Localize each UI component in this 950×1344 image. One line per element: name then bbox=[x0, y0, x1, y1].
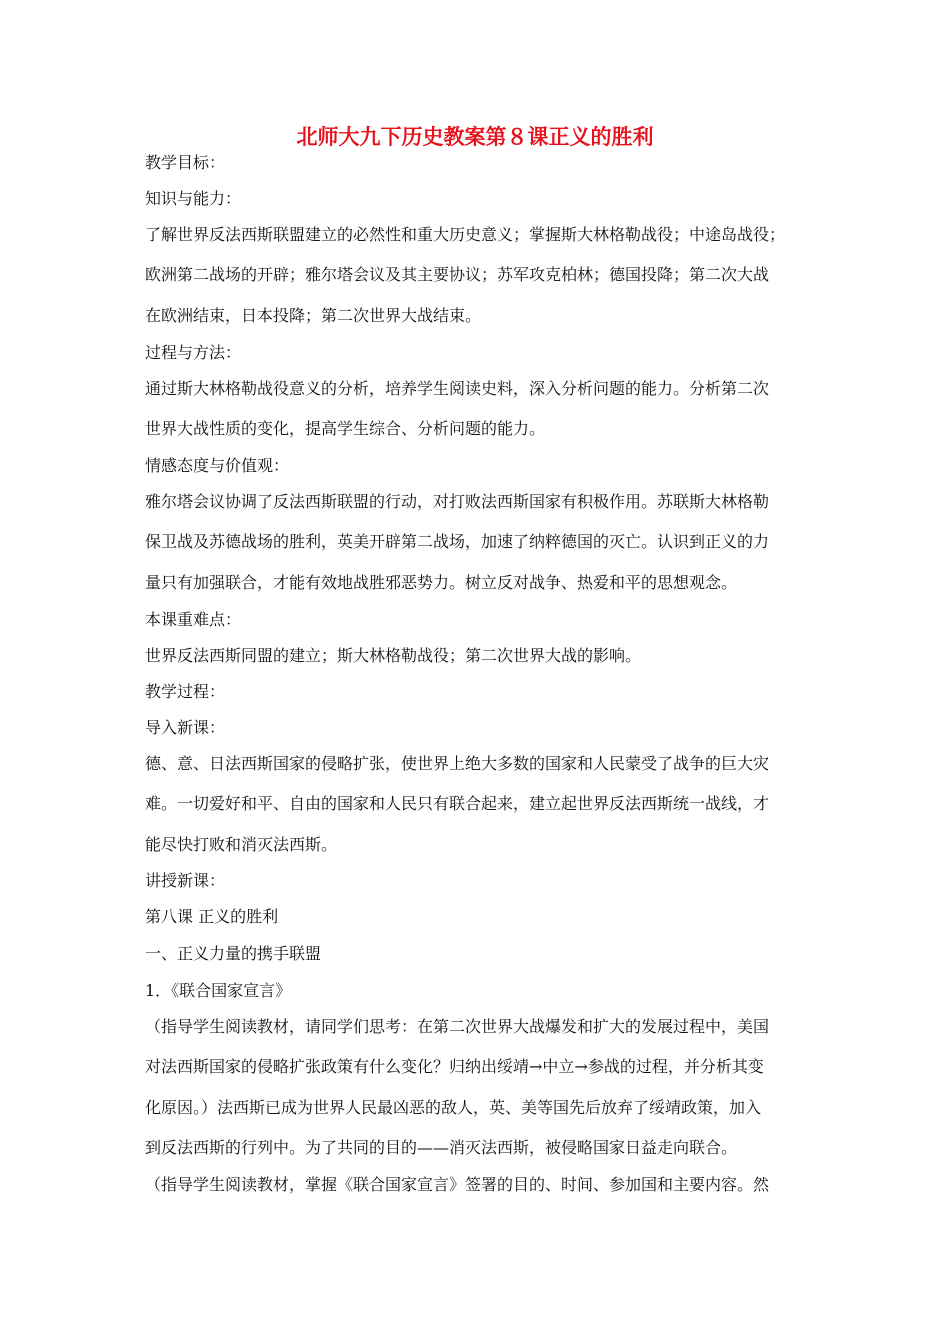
text-line: 1．《联合国家宣言》 bbox=[145, 981, 292, 1000]
text-line: 欧洲第二战场的开辟；雅尔塔会议及其主要协议；苏军攻克柏林；德国投降；第二次大战 bbox=[145, 265, 770, 284]
text-line: 保卫战及苏德战场的胜利，英美开辟第二战场，加速了纳粹德国的灭亡。认识到正义的力 bbox=[145, 532, 770, 551]
document-title: 北师大九下历史教案第８课正义的胜利 bbox=[296, 124, 654, 149]
text-line: 世界大战性质的变化，提高学生综合、分析问题的能力。 bbox=[145, 419, 546, 438]
text-line: 通过斯大林格勒战役意义的分析，培养学生阅读史料，深入分析问题的能力。分析第二次 bbox=[145, 379, 770, 398]
text-line: 过程与方法： bbox=[145, 343, 242, 362]
text-line: 在欧洲结束，日本投降；第二次世界大战结束。 bbox=[145, 306, 482, 325]
text-line: 雅尔塔会议协调了反法西斯联盟的行动，对打败法西斯国家有积极作用。苏联斯大林格勒 bbox=[145, 492, 770, 511]
text-line: 情感态度与价值观： bbox=[145, 456, 290, 475]
text-line: 难。一切爱好和平、自由的国家和人民只有联合起来，建立起世界反法西斯统一战线，才 bbox=[145, 794, 770, 813]
text-line: （指导学生阅读教材，请同学们思考：在第二次世界大战爆发和扩大的发展过程中，美国 bbox=[145, 1017, 770, 1036]
text-line: 知识与能力： bbox=[145, 189, 242, 208]
text-line: 德、意、日法西斯国家的侵略扩张，使世界上绝大多数的国家和人民蒙受了战争的巨大灾 bbox=[145, 754, 770, 773]
text-line: 量只有加强联合，才能有效地战胜邪恶势力。树立反对战争、热爱和平的思想观念。 bbox=[145, 573, 738, 592]
text-line: 本课重难点： bbox=[145, 610, 242, 629]
text-line: （指导学生阅读教材，掌握《联合国家宣言》签署的目的、时间、参加国和主要内容。然 bbox=[145, 1175, 770, 1194]
text-line: 讲授新课： bbox=[145, 871, 226, 890]
text-line: 第八课 正义的胜利 bbox=[145, 907, 279, 926]
text-line: 到反法西斯的行列中。为了共同的目的——消灭法西斯，被侵略国家日益走向联合。 bbox=[145, 1138, 738, 1157]
text-line: 对法西斯国家的侵略扩张政策有什么变化？归纳出绥靖→中立→参战的过程，并分析其变 bbox=[145, 1057, 764, 1076]
text-line: 能尽快打败和消灭法西斯。 bbox=[145, 835, 338, 854]
text-line: 导入新课： bbox=[145, 718, 226, 737]
text-line: 教学过程： bbox=[145, 682, 226, 701]
text-line: 世界反法西斯同盟的建立；斯大林格勒战役；第二次世界大战的影响。 bbox=[145, 646, 642, 665]
text-line: 化原因。）法西斯已成为世界人民最凶恶的敌人，英、美等国先后放弃了绥靖政策，加入 bbox=[145, 1098, 762, 1117]
text-line: 教学目标： bbox=[145, 153, 226, 172]
text-line: 了解世界反法西斯联盟建立的必然性和重大历史意义；掌握斯大林格勒战役；中途岛战役； bbox=[145, 225, 786, 244]
text-line: 一、正义力量的携手联盟 bbox=[145, 944, 322, 963]
